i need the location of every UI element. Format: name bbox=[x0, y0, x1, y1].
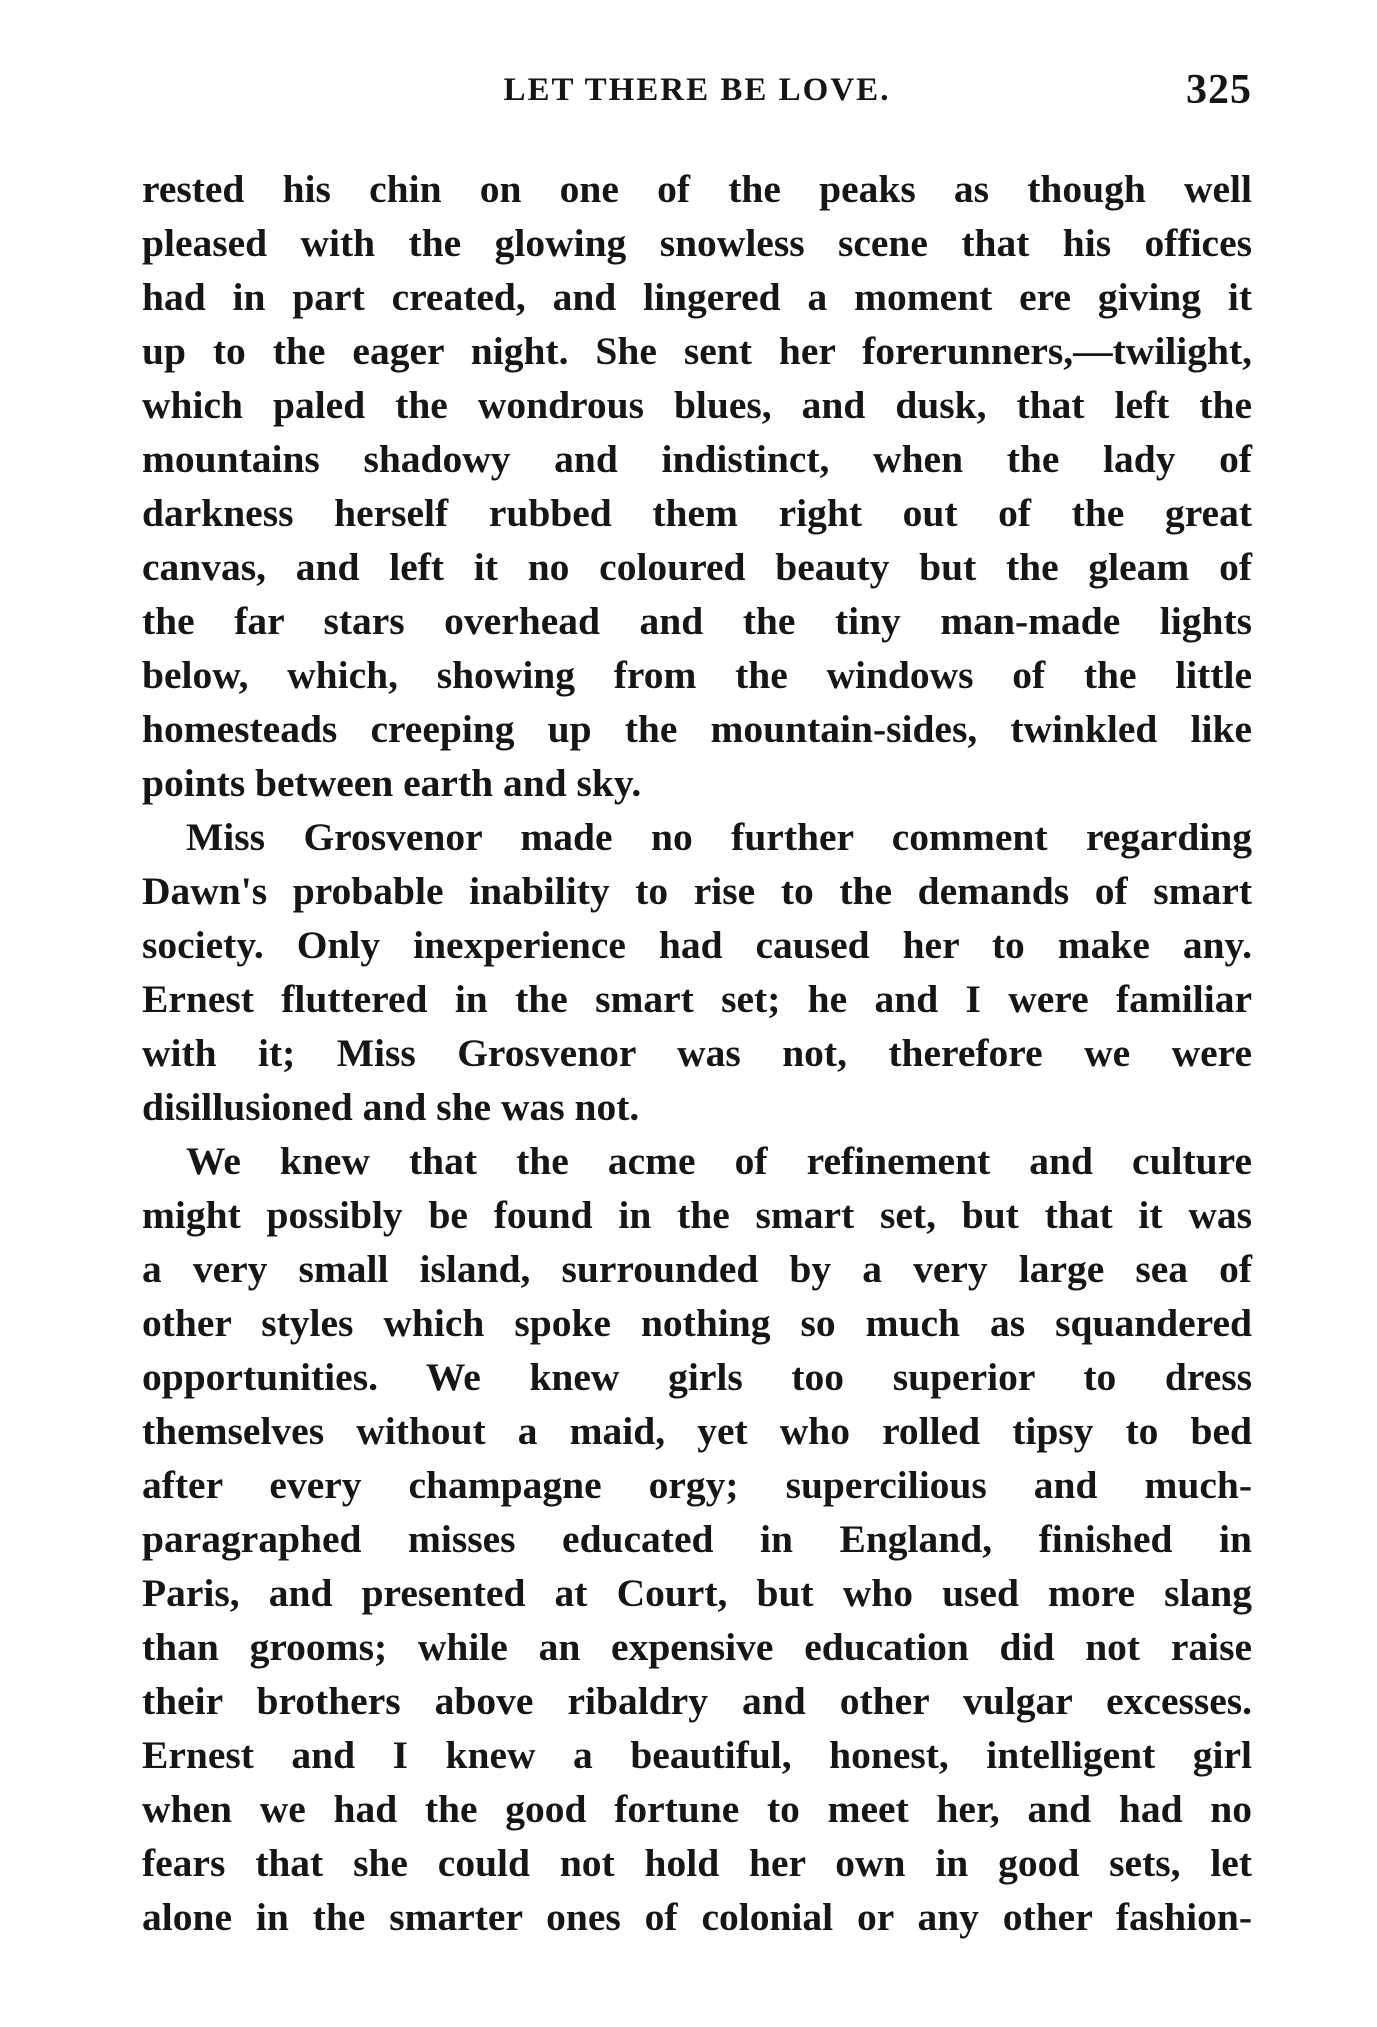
text-line: disillusioned and she was not. bbox=[142, 1085, 640, 1129]
running-title: LET THERE BE LOVE. bbox=[503, 72, 891, 108]
text-line: their brothers above ribaldry and other vulgar excesses. bbox=[142, 1679, 1252, 1723]
text-line: might possibly be found in the smart set, but that it was bbox=[142, 1193, 1252, 1237]
text-line: Paris, and presented at Court, but who used more slang bbox=[142, 1571, 1252, 1615]
text-line: paragraphed misses educated in England, finished in bbox=[142, 1517, 1252, 1561]
text-line: canvas, and left it no coloured beauty but the gleam of bbox=[142, 545, 1252, 589]
text-line: other styles which spoke nothing so much as squandered bbox=[142, 1301, 1252, 1345]
text-line: with it; Miss Grosvenor was not, therefore we were bbox=[142, 1031, 1252, 1075]
text-line: alone in the smarter ones of colonial or any other fashion- bbox=[142, 1895, 1252, 1939]
text-line: rested his chin on one of the peaks as though well bbox=[142, 167, 1252, 211]
text-line: after every champagne orgy; supercilious and much- bbox=[142, 1463, 1252, 1507]
text-line: society. Only inexperience had caused her to make any. bbox=[142, 923, 1252, 967]
running-head bbox=[142, 60, 1252, 120]
text-line: Dawn's probable inability to rise to the demands of smart bbox=[142, 869, 1252, 913]
text-line: when we had the good fortune to meet her, and had no bbox=[142, 1787, 1252, 1831]
text-line: Miss Grosvenor made no further comment regarding bbox=[186, 815, 1252, 859]
text-line: pleased with the glowing snowless scene that his offices bbox=[142, 221, 1252, 265]
text-line: the far stars overhead and the tiny man-made lights bbox=[142, 599, 1252, 643]
page-number: 325 bbox=[1186, 67, 1252, 113]
paragraph-3 bbox=[142, 1134, 1252, 1944]
text-line: up to the eager night. She sent her forerunners,—twilight, bbox=[142, 329, 1252, 373]
paragraph-2 bbox=[142, 810, 1252, 1134]
paragraph-1 bbox=[142, 162, 1252, 810]
text-line: Ernest and I knew a beautiful, honest, intelligent girl bbox=[142, 1733, 1252, 1777]
text-line: below, which, showing from the windows of the little bbox=[142, 653, 1252, 697]
text-line: darkness herself rubbed them right out of the great bbox=[142, 491, 1252, 535]
text-line: a very small island, surrounded by a very large sea of bbox=[142, 1247, 1252, 1291]
body-text bbox=[142, 162, 1252, 1944]
text-line: homesteads creeping up the mountain-sides, twinkled like bbox=[142, 707, 1252, 751]
text-line: which paled the wondrous blues, and dusk, that left the bbox=[142, 383, 1252, 427]
text-line: than grooms; while an expensive education did not raise bbox=[142, 1625, 1252, 1669]
text-line: fears that she could not hold her own in good sets, let bbox=[142, 1841, 1252, 1885]
text-line: had in part created, and lingered a moment ere giving it bbox=[142, 275, 1252, 319]
text-line: Ernest fluttered in the smart set; he and I were familiar bbox=[142, 977, 1252, 1021]
text-line: points between earth and sky. bbox=[142, 761, 642, 805]
text-line: We knew that the acme of refinement and culture bbox=[186, 1139, 1252, 1183]
text-line: mountains shadowy and indistinct, when the lady of bbox=[142, 437, 1252, 481]
text-line: opportunities. We knew girls too superior to dress bbox=[142, 1355, 1252, 1399]
text-line: themselves without a maid, yet who rolled tipsy to bed bbox=[142, 1409, 1252, 1453]
